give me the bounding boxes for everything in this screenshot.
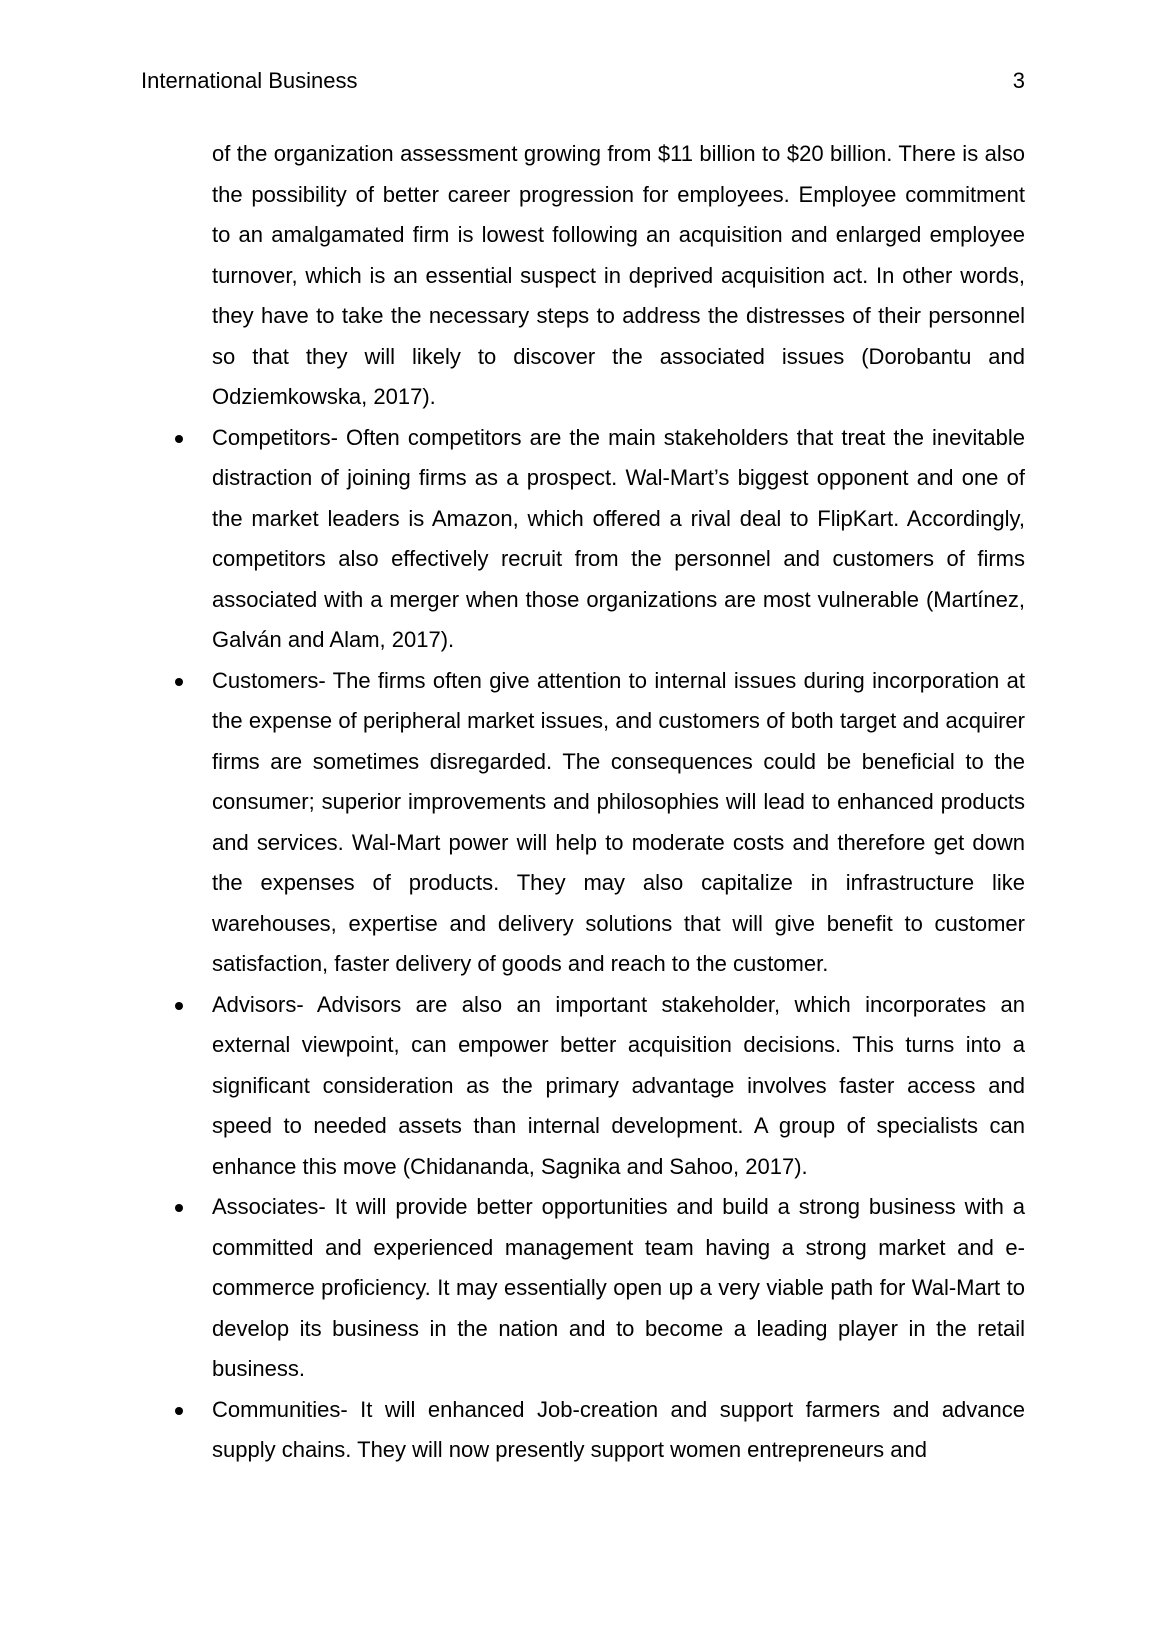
bullet-text: Advisors- Advisors are also an important stakeholder, which incorporates an external viewpoint, can empower better acquisition decisions. This turns into a significant consideration as the primary advantage involves faster access and speed to needed assets than internal development. A group of specialists can enhance this move (Chidananda, Sagnika and Sahoo, 2017).	[212, 991, 1025, 1179]
bullet-text: Customers- The firms often give attention to internal issues during incorporation at the expense of peripheral market issues, and customers of both target and acquirer firms are sometimes disregarded. The consequences could be beneficial to the consumer; superior improvements and philosophies will lead to enhanced products and services. Wal-Mart power will help to moderate costs and therefore get down the expenses of products. They may also capitalize in infrastructure like warehouses, expertise and delivery solutions that will give benefit to customer satisfaction, faster delivery of goods and reach to the customer.	[212, 667, 1025, 976]
bullet-icon	[175, 435, 183, 443]
bullet-icon	[175, 1002, 183, 1010]
bullet-text: Competitors- Often competitors are the main stakeholders that treat the inevitable distraction of joining firms as a prospect. Wal-Mart’s biggest opponent and one of the market leaders is Amazon, which offered a rival deal to FlipKart. Accordingly, competitors also effectively recruit from the personnel and customers of firms associated with a merger when those organizations are most vulnerable (Martínez, Galván and Alam, 2017).	[212, 424, 1025, 652]
bullet-item-advisors	[212, 985, 1025, 1188]
intro-paragraph: of the organization assessment growing from $11 billion to $20 billion. There is also the possibility of better career progression for employees. Employee commitment to an amalgamated firm is lowest following an acquisition and enlarged employee turnover, which is an essential suspect in deprived acquisition act. In other words, they have to take the necessary steps to address the distresses of their personnel so that they will likely to discover the associated issues (Dorobantu and Odziemkowska, 2017).	[212, 141, 1025, 409]
bullet-text: Communities- It will enhanced Job-creation and support farmers and advance supply chains. They will now presently support women entrepreneurs and	[212, 1396, 1025, 1462]
page-number: 3	[1012, 68, 1025, 93]
page-header	[141, 66, 1025, 96]
bullet-item-competitors	[212, 418, 1025, 661]
bullet-icon	[175, 1407, 183, 1415]
bullet-icon	[175, 1204, 183, 1212]
bullet-item-communities	[212, 1390, 1025, 1471]
header-title: International Business	[141, 68, 358, 93]
bullet-text: Associates- It will provide better opportunities and build a strong business with a committed and experienced management team having a strong market and e-commerce proficiency. It may essentially open up a very viable path for Wal-Mart to develop its business in the nation and to become a leading player in the retail business.	[212, 1194, 1025, 1381]
bullet-icon	[175, 678, 183, 686]
bullet-item-associates	[212, 1187, 1025, 1390]
document-body	[212, 134, 1025, 1471]
bullet-item-customers	[212, 661, 1025, 985]
